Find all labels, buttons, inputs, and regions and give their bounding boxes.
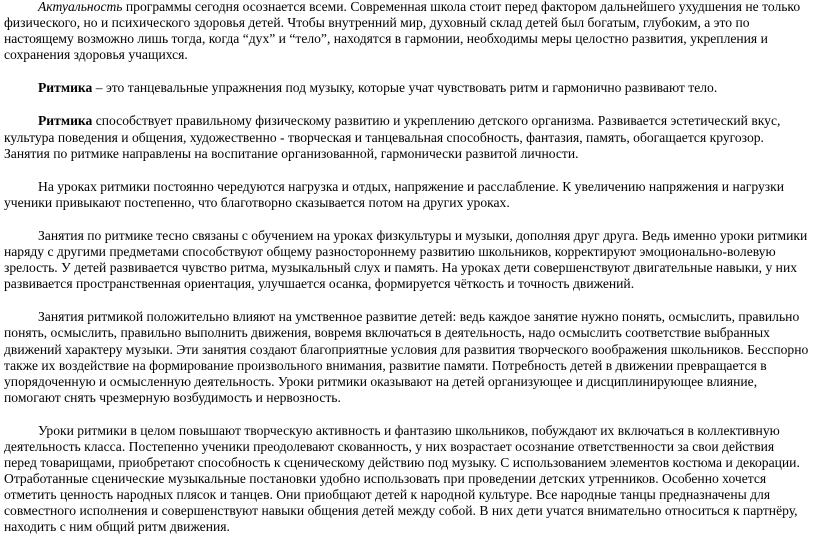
- paragraph-text: Занятия по ритмике тесно связаны с обучением на уроках физкультуры и музыки, дополняя друг друга. Ведь именно уроки ритмики наряду с другими предметами способствуют общему разностороннему развитию школьников, корректируют эмоционально-волевую зрелость. У детей развивается чувство ритма, музыкальный слух и память. На уроках дети совершенствуют двигательные навыки, у них развивается пространственная ориентация, улучшается осанка, формируется чёткость и точность движений.: [4, 227, 808, 292]
- paragraph-text: Занятия ритмикой положительно влияют на умственное развитие детей: ведь каждое занятие нужно понять, осмыслить, правильно понять, осмыслить, правильно выполнить движения, вовремя включаться в деятельность, надо осмыслить соответствие выбранных движений характеру музыки. Эти занятия создают благоприятные условия для развития творческого воображения школьников. Бесспорно также их воздействие на формирование произвольного внимания, развитие памяти. Потребность детей в движении превращается в упорядоченную и осмысленную деятельность. Уроки ритмики оказывают на детей организующее и дисциплинирующее влияние, помогают снять чрезмерную возбудимость и нервозность.: [4, 309, 809, 405]
- paragraph-text: На уроках ритмики постоянно чередуются нагрузка и отдых, напряжение и расслабление. К увеличению напряжения и нагрузки ученики привыкают постепенно, что благотворно сказывается потом на других уроках.: [4, 178, 785, 210]
- paragraph-text: Уроки ритмики в целом повышают творческую активность и фантазию школьников, побуждают их включаться в коллективную деятельность класса. Постепенно ученики преодолевают скованность, у них возрастает осознание ответственности за свои действия перед товарищами, приобретают способность к сценическому действию под музыку. С использованием элементов костюма и декорации. Отработанные сценические музыкальные постановки удобно использовать при проведении детских утренников. Особенно хочется отметить ценность народных плясок и танцев. Они приобщают детей к народной культуре. Все народные танцы предназначены для совместного исполнения и совершенствуют навыки общения детей между собой. В них дети учатся внимательно относиться к партнёру, находить с ним общий ритм движения.: [4, 422, 800, 535]
- paragraph-creative-activity: [4, 423, 810, 536]
- term-rhythmics: Ритмика: [38, 80, 93, 96]
- paragraph-connection-with-subjects: [4, 228, 810, 292]
- paragraph-text: программы сегодня осознается всеми. Современная школа стоит перед фактором дальнейшего ухудшения не только физического, но и психического здоровья детей. Чтобы внутренний мир, духовный склад детей был богатым, глубоким, а это по настоящему возможно лишь тогда, когда “дух” и “тело”, находятся в гармонии, необходимы меры целостно развития, укрепления и сохранения здоровья учащихся.: [4, 0, 801, 63]
- paragraph-rhythmics-definition: [4, 80, 810, 96]
- paragraph-load-and-rest: [4, 179, 810, 211]
- paragraph-relevance: [4, 0, 810, 63]
- term-relevance: Актуальность: [38, 0, 123, 14]
- paragraph-text: способствует правильному физическому развитию и укреплению детского организма. Развивается эстетический вкус, культура поведения и общения, художественно - творческая и танцевальная способность, фантазия, память, обогащается кругозор. Занятия по ритмике направлены на воспитание организованной, гармонически развитой личности.: [4, 113, 781, 161]
- paragraph-mental-development: [4, 309, 810, 406]
- paragraph-text: – это танцевальные упражнения под музыку, которые учат чувствовать ритм и гармонично развивают тело.: [92, 80, 718, 96]
- paragraph-rhythmics-benefits: [4, 113, 810, 161]
- term-rhythmics: Ритмика: [38, 113, 93, 129]
